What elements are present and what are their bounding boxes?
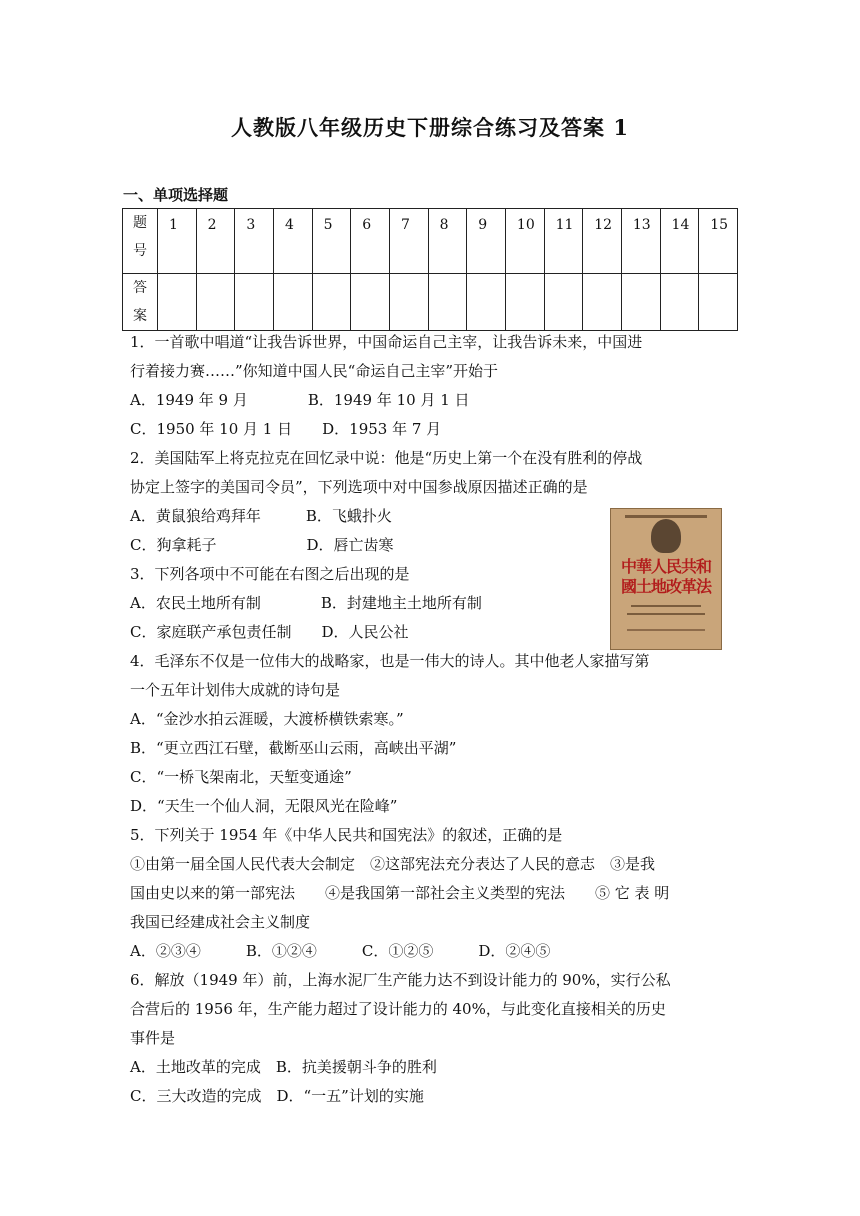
header-char: 号 (133, 243, 147, 259)
row-header-answer (123, 274, 158, 331)
answer-cell[interactable] (235, 274, 274, 331)
decorative-rule (625, 515, 707, 518)
option-line: C．1950 年 10 月 1 日 D．1953 年 7 月 (130, 420, 442, 438)
answer-cell[interactable] (351, 274, 390, 331)
decorative-rule (631, 605, 701, 607)
question-body (130, 328, 742, 1111)
question-line: 6．解放（1949 年）前，上海水泥厂生产能力达不到设计能力的 90%，实行公私 (130, 971, 671, 989)
number-cell: 14 (660, 209, 699, 274)
option-line: C．“一桥飞架南北，天堑变通途” (130, 768, 352, 786)
answer-cell[interactable] (312, 274, 351, 331)
answer-cell[interactable] (389, 274, 428, 331)
answer-cell[interactable] (544, 274, 583, 331)
option-line: A．1949 年 9 月 B．1949 年 10 月 1 日 (130, 391, 470, 409)
number-cell: 6 (351, 209, 390, 274)
answer-cell[interactable] (273, 274, 312, 331)
number-cell: 13 (621, 209, 660, 274)
statement-line: ①由第一届全国人民代表大会制定 ②这部宪法充分表达了人民的意志 ③是我 (130, 855, 656, 873)
number-cell: 10 (505, 209, 544, 274)
option-line: C．家庭联产承包责任制 D．人民公社 (130, 623, 409, 641)
table-row-numbers (123, 209, 738, 274)
number-cell: 15 (699, 209, 738, 274)
number-cell: 5 (312, 209, 351, 274)
option-line: A．②③④ B．①②④ C．①②⑤ D．②④⑤ (130, 942, 551, 960)
statement-line: 我国已经建成社会主义制度 (130, 913, 311, 931)
question-line: 合营后的 1956 年，生产能力超过了设计能力的 40%，与此变化直接相关的历史 (130, 1000, 666, 1018)
header-char: 答 (133, 280, 147, 296)
document-title: 人教版八年级历史下册综合练习及答案 1 (231, 115, 629, 140)
number-cell: 4 (273, 209, 312, 274)
decorative-rule (627, 613, 705, 615)
question-line: 3．下列各项中不可能在右图之后出现的是 (130, 565, 410, 583)
table-row-answers (123, 274, 738, 331)
header-char: 案 (133, 308, 147, 324)
number-cell: 2 (196, 209, 235, 274)
question-line: 5．下列关于 1954 年《中华人民共和国宪法》的叙述，正确的是 (130, 826, 563, 844)
decorative-rule (627, 629, 705, 631)
option-line: A．“金沙水拍云涯暖，大渡桥横铁索寒。” (130, 710, 404, 728)
option-line: A．土地改革的完成 B．抗美援朝斗争的胜利 (130, 1058, 437, 1076)
number-cell: 11 (544, 209, 583, 274)
option-line: D．“天生一个仙人洞，无限风光在险峰” (130, 797, 398, 815)
number-cell: 12 (583, 209, 622, 274)
answer-cell[interactable] (583, 274, 622, 331)
question-line: 一个五年计划伟大成就的诗句是 (130, 681, 341, 699)
booklet-cover-text: 中華人民共和國土地改革法 (620, 557, 711, 596)
section-heading: 一、单项选择题 (123, 186, 229, 204)
option-line: B．“更立西江石壁，截断巫山云雨，高峡出平湖” (130, 739, 457, 757)
question-line: 1．一首歌中唱道“让我告诉世界，中国命运自己主宰，让我告诉未来，中国进 (130, 333, 643, 351)
question-line: 事件是 (130, 1029, 176, 1047)
question-line: 4．毛泽东不仅是一位伟大的战略家，也是一伟大的诗人。其中他老人家描写第 (130, 652, 650, 670)
number-cell: 7 (389, 209, 428, 274)
number-cell: 3 (235, 209, 274, 274)
number-cell: 8 (428, 209, 467, 274)
question-line: 协定上签字的美国司令员”，下列选项中对中国参战原因描述正确的是 (130, 478, 588, 496)
option-line: A．黄鼠狼给鸡拜年 B．飞蛾扑火 (130, 507, 392, 525)
answer-cell[interactable] (428, 274, 467, 331)
question-line: 2．美国陆军上将克拉克在回忆录中说：他是“历史上第一个在没有胜利的停战 (130, 449, 643, 467)
answer-cell[interactable] (467, 274, 506, 331)
number-cell: 1 (158, 209, 197, 274)
answer-cell[interactable] (660, 274, 699, 331)
answer-cell[interactable] (158, 274, 197, 331)
statement-line: 国由史以来的第一部宪法 ④是我国第一部社会主义类型的宪法 ⑤ 它 表 明 (130, 884, 670, 902)
option-line: C．三大改造的完成 D．“一五”计划的实施 (130, 1087, 424, 1105)
answer-cell[interactable] (196, 274, 235, 331)
question-line: 行着接力赛……”你知道中国人民“命运自己主宰”开始于 (130, 362, 499, 380)
option-line: C．狗拿耗子 D．唇亡齿寒 (130, 536, 394, 554)
answer-cell[interactable] (699, 274, 738, 331)
number-cell: 9 (467, 209, 506, 274)
option-line: A．农民土地所有制 B．封建地主土地所有制 (130, 594, 482, 612)
answer-table (122, 208, 738, 331)
portrait-icon (651, 519, 681, 553)
answer-cell[interactable] (505, 274, 544, 331)
header-char: 题 (133, 215, 147, 231)
row-header-number (123, 209, 158, 274)
land-reform-law-booklet-photo (610, 508, 722, 650)
answer-cell[interactable] (621, 274, 660, 331)
